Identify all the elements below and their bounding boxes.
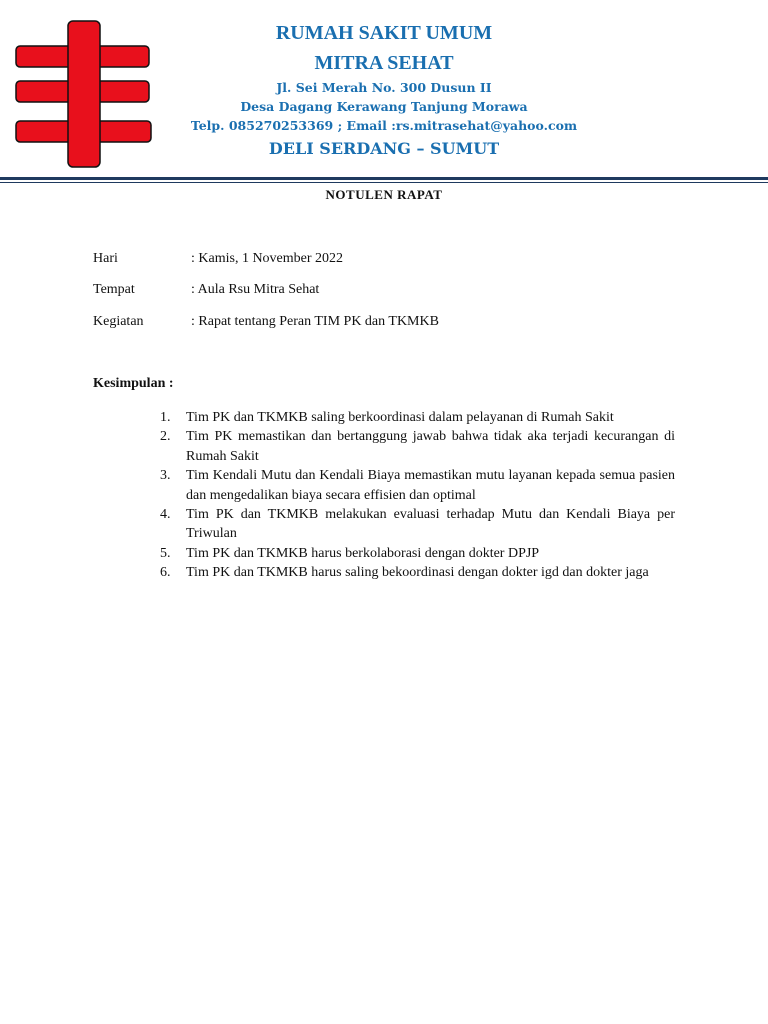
contact-line: Telp. 085270253369 ; Email :rs.mitrasehat@yahoo.com (190, 118, 578, 133)
list-item (160, 563, 675, 582)
field-value: : Rapat tentang Peran TIM PK dan TKMKB (191, 314, 439, 329)
list-number: 2. (160, 429, 171, 445)
field-value: : Aula Rsu Mitra Sehat (191, 282, 320, 297)
field-row-tempat (93, 282, 319, 298)
list-number: 4. (160, 507, 171, 523)
conclusion-list (160, 408, 675, 583)
list-item (160, 466, 675, 505)
field-row-kegiatan (93, 314, 439, 330)
header-divider-thin (0, 182, 768, 183)
field-label: Kegiatan (93, 314, 144, 329)
list-text: Tim PK dan TKMKB saling berkoordinasi dalam pelayanan di Rumah Sakit (186, 410, 614, 425)
hospital-name-line1: RUMAH SAKIT UMUM (275, 22, 493, 44)
list-text: Tim PK dan TKMKB melakukan evaluasi terhadap Mutu dan Kendali Biaya per Triwulan (186, 507, 675, 542)
header-divider-thick (0, 177, 768, 180)
field-label: Tempat (93, 282, 135, 297)
address-line2: Desa Dagang Kerawang Tanjung Morawa (240, 99, 528, 114)
field-value: : Kamis, 1 November 2022 (191, 251, 344, 266)
list-item (160, 505, 675, 544)
field-row-hari (93, 251, 343, 267)
list-item (160, 408, 675, 427)
list-number: 1. (160, 410, 171, 425)
address-line1: Jl. Sei Merah No. 300 Dusun II (276, 80, 492, 95)
list-number: 5. (160, 545, 171, 561)
list-text: Tim PK memastikan dan bertanggung jawab bahwa tidak aka terjadi kecurangan di Rumah Sakit (186, 429, 675, 464)
list-number: 6. (160, 565, 171, 581)
document-title: NOTULEN RAPAT (325, 187, 443, 202)
list-item (160, 544, 675, 563)
list-text: Tim Kendali Mutu dan Kendali Biaya memastikan mutu layanan kepada semua pasien dan mengedalikan biaya secara effisien dan optimal (186, 468, 675, 503)
list-text: Tim PK dan TKMKB harus berkolaborasi dengan dokter DPJP (186, 545, 540, 561)
list-text: Tim PK dan TKMKB harus saling bekoordinasi dengan dokter igd dan dokter jaga (186, 565, 649, 581)
region-line: DELI SERDANG – SUMUT (268, 139, 500, 158)
list-item (160, 427, 675, 466)
list-number: 3. (160, 468, 171, 484)
hospital-name-line2: MITRA SEHAT (314, 52, 454, 74)
field-label: Hari (93, 251, 118, 266)
conclusion-heading: Kesimpulan : (93, 376, 174, 391)
